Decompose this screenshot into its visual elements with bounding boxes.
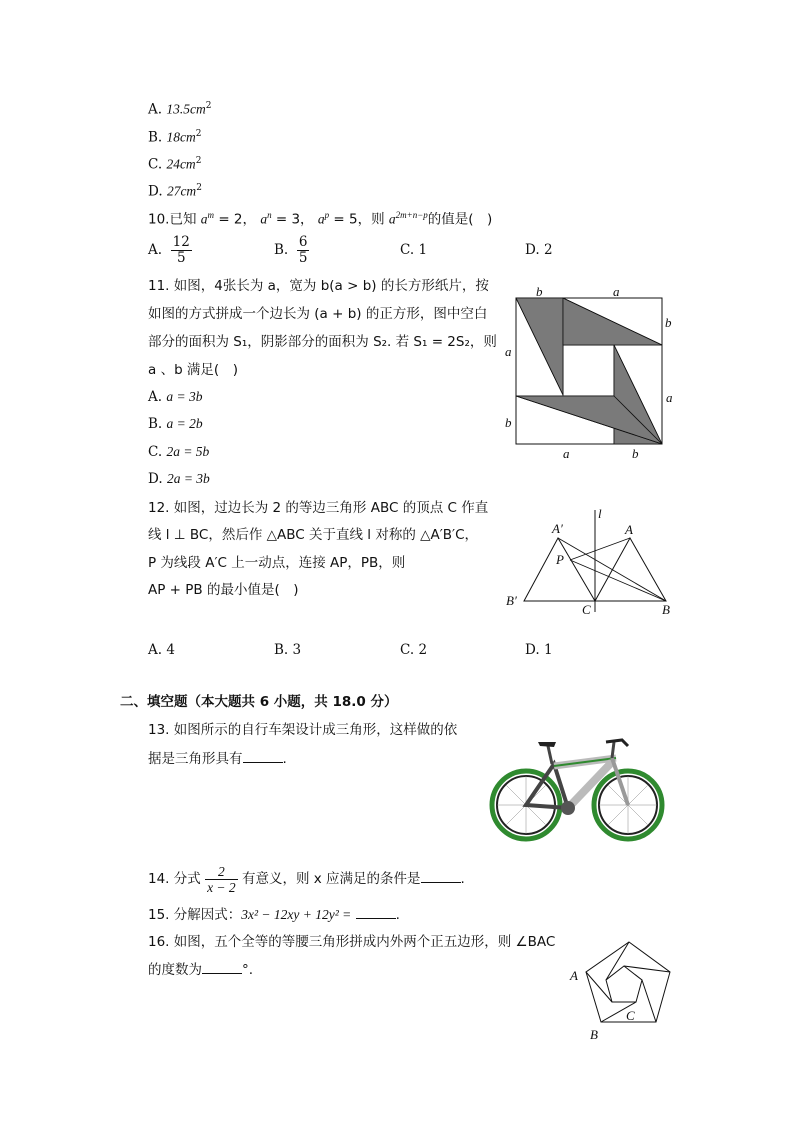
q13-answer-blank[interactable]: [243, 748, 283, 763]
q11-line-1: 11. 如图，4张长为 a，宽为 b(a > b) 的长方形纸片，按: [148, 278, 489, 294]
label-right-b: b: [665, 315, 672, 330]
q11-line-2: 如图的方式拼成一个边长为 (a + b) 的正方形，图中空白: [148, 306, 488, 322]
label-a: A: [625, 522, 633, 537]
triangle-abc: [595, 538, 666, 601]
label-b-prime: B′: [506, 593, 517, 608]
q9-option-d: D. $27cm^2$: [148, 183, 202, 200]
q10-option-b: B. $\frac{6}{5}$: [274, 234, 308, 266]
q12-line-4: AP + PB 的最小值是( ): [148, 582, 299, 598]
q12-line-2: 线 l ⊥ BC，然后作 △ABC 关于直线 l 对称的 △A′B′C，: [148, 527, 479, 543]
label-c: C: [582, 602, 591, 617]
q16-answer-blank[interactable]: [202, 959, 242, 974]
q11-line-3: 部分的面积为 S₁，阴影部分的面积为 S₂. 若 S₁ = 2S₂，则: [148, 334, 497, 350]
q9-option-a: A. $13.5cm^2$: [148, 101, 212, 118]
label-p: P: [556, 552, 564, 567]
inner-square: [563, 345, 614, 396]
q11-option-c: C. 2a = 5b: [148, 444, 210, 460]
q14-stem: 14. 分式 $\frac{2}{x - 2}$ 有意义，则 x 应满足的条件是 .: [148, 863, 465, 895]
q12-option-b: B. 3: [274, 642, 302, 658]
label-c: C: [626, 1008, 635, 1023]
q9-option-b: B. $18cm^2$: [148, 129, 202, 146]
q9-option-c: C. $24cm^2$: [148, 156, 202, 173]
q10-option-c: C. 1: [400, 242, 428, 258]
q10-stem: 10.已知 $a^m = 2$， $a^n = 3$， $a^p = 5$，则 $a^{2m+n-p}$的值是( ): [148, 210, 493, 228]
q10-option-d: D. 2: [525, 242, 553, 258]
q12-option-a: A. 4: [148, 642, 175, 658]
q11-option-a: A. a = 3b: [148, 389, 203, 405]
label-top-a: a: [613, 284, 620, 299]
q10-option-a: A. $\frac{12}{5}$: [148, 234, 190, 266]
q11-option-b: B. a = 2b: [148, 416, 203, 432]
segment-pb: [570, 560, 666, 601]
label-l: l: [598, 506, 602, 521]
q12-line-1: 12. 如图，过边长为 2 的等边三角形 ABC 的顶点 C 作直: [148, 500, 489, 516]
label-right-a: a: [666, 390, 673, 405]
q11-option-d: D. 2a = 3b: [148, 471, 210, 487]
label-top-b: b: [536, 284, 543, 299]
q12-line-3: P 为线段 A′C 上一动点，连接 AP，PB，则: [148, 555, 406, 571]
label-left-b: b: [505, 415, 512, 430]
label-bottom-a: a: [563, 446, 570, 461]
q11-pinwheel-figure: [500, 282, 680, 462]
label-a: A: [570, 968, 578, 983]
label-left-a: a: [505, 344, 512, 359]
label-b: B: [590, 1027, 598, 1042]
q12-triangle-figure: [500, 500, 680, 620]
q13-line-2: 据是三角形具有 .: [148, 748, 287, 769]
q15-answer-blank[interactable]: [356, 904, 396, 919]
q13-line-1: 13. 如图所示的自行车架设计成三角形，这样做的依: [148, 722, 458, 738]
q15-stem: 15. 分解因式：3x² − 12xy + 12y² = .: [148, 904, 400, 925]
q16-line-1: 16. 如图，五个全等的等腰三角形拼成内外两个正五边形，则 ∠BAC: [148, 934, 556, 950]
q16-line-2: 的度数为 °.: [148, 959, 253, 980]
label-b: B: [662, 602, 670, 617]
label-bottom-b: b: [632, 446, 639, 461]
q12-option-c: C. 2: [400, 642, 428, 658]
q16-pentagon-figure: [566, 936, 686, 1046]
bicycle-image: [488, 728, 668, 843]
label-a-prime: A′: [552, 521, 563, 536]
section-2-title: 二、填空题（本大题共 6 小题，共 18.0 分）: [120, 694, 398, 710]
triangle-a-prime-b-prime-c: [524, 538, 595, 601]
segment-ap: [570, 538, 630, 560]
q14-answer-blank[interactable]: [421, 868, 461, 883]
q11-line-4: a 、b 满足( ): [148, 362, 238, 378]
q12-option-d: D. 1: [525, 642, 553, 658]
